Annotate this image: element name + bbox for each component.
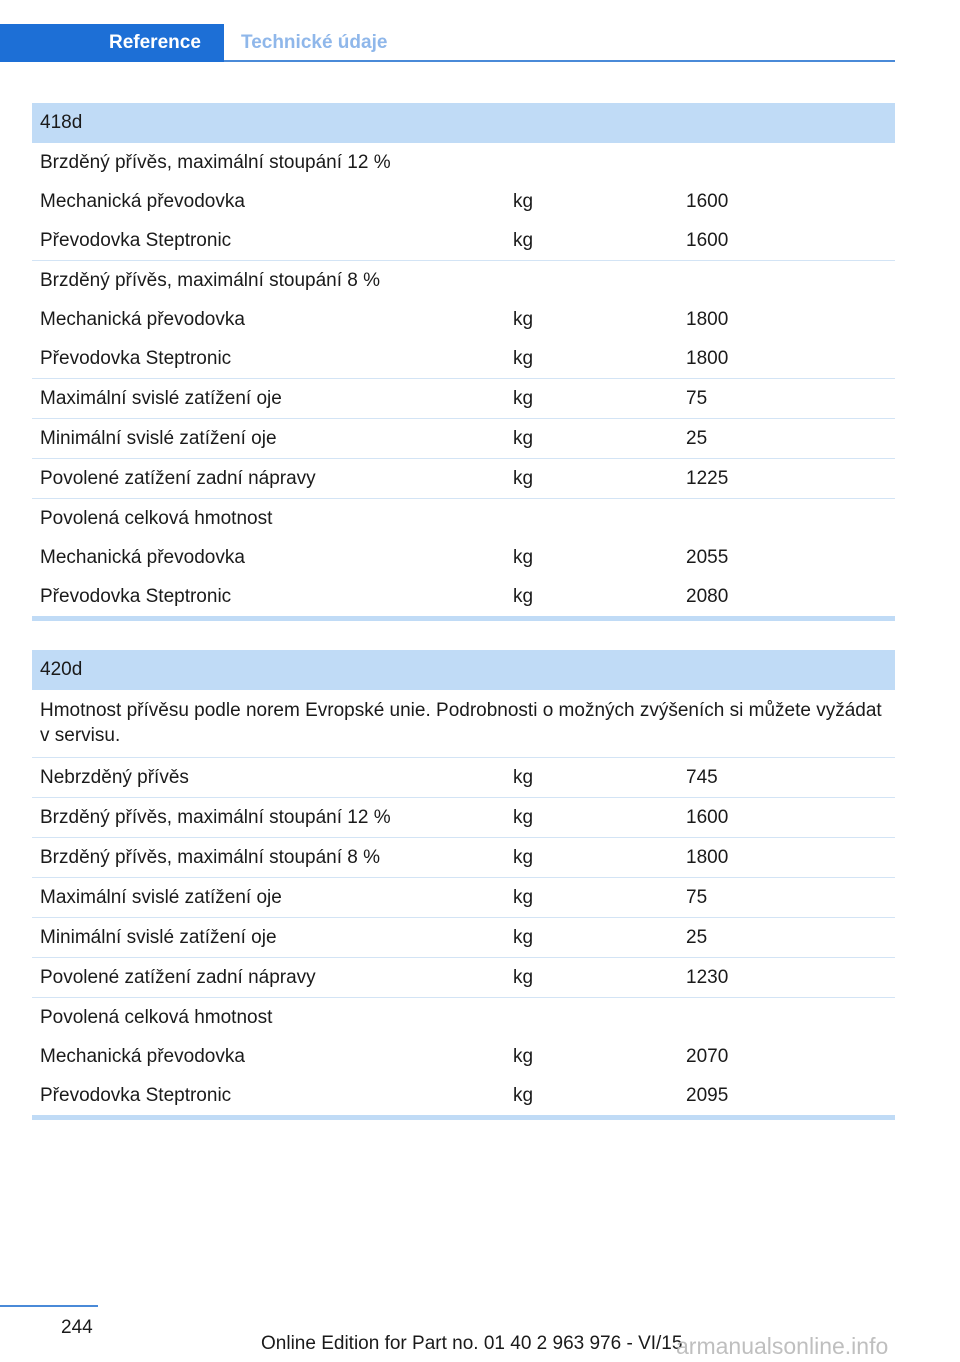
row-value: 1600 [686,191,729,212]
table-row [32,1076,895,1115]
row-value: 1225 [686,468,729,489]
row-value: 2055 [686,547,729,568]
row-unit: kg [513,807,534,828]
table-row [32,339,895,378]
table-row [32,182,895,221]
row-value: 25 [686,927,708,948]
row-label: Povolená celková hmotnost [40,508,273,529]
watermark-text: armanualsonline.info [676,1333,889,1359]
table-row [32,878,895,917]
row-value: 75 [686,887,708,908]
row-unit: kg [513,967,534,988]
edition-text: Online Edition for Part no. 01 40 2 963 976 - VI/15 [261,1333,683,1354]
table-row [32,459,895,498]
row-unit: kg [513,468,534,489]
row-unit: kg [513,428,534,449]
table-row [32,998,895,1037]
row-label: Minimální svislé zatížení oje [40,428,277,449]
row-label: Povolená celková hmotnost [40,1007,273,1028]
table-row [32,143,895,182]
row-value: 1600 [686,230,729,251]
row-value: 1800 [686,309,729,330]
row-unit: kg [513,1046,534,1067]
table-footer-bar [32,616,895,621]
row-value: 1600 [686,807,729,828]
row-label: Mechanická převodovka [40,191,245,212]
row-label: Brzděný přívěs, maximální stoupání 12 % [40,807,391,828]
row-label: Převodovka Steptronic [40,348,232,369]
row-unit: kg [513,767,534,788]
row-label: Brzděný přívěs, maximální stoupání 12 % [40,152,391,173]
spec-table-420d [32,650,895,1120]
row-label: Maximální svislé zatížení oje [40,887,282,908]
page-number: 244 [61,1317,93,1338]
table-row [32,419,895,458]
row-unit: kg [513,230,534,251]
row-unit: kg [513,191,534,212]
table-row [32,758,895,797]
table-row [32,538,895,577]
row-value: 75 [686,388,708,409]
row-unit: kg [513,1085,534,1106]
row-unit: kg [513,586,534,607]
row-value: 745 [686,767,718,788]
table-row [32,838,895,877]
table-row [32,577,895,616]
row-unit: kg [513,348,534,369]
row-label: Převodovka Steptronic [40,586,232,607]
tab-reference[interactable]: Reference [0,24,224,62]
table-title: 418d [32,103,895,143]
row-label: Minimální svislé zatížení oje [40,927,277,948]
row-unit: kg [513,547,534,568]
row-label: Převodovka Steptronic [40,1085,232,1106]
spec-table-418d [32,103,895,621]
row-label: Brzděný přívěs, maximální stoupání 8 % [40,847,381,868]
table-note: Hmotnost přívěsu podle norem Evropské unie. Podrobnosti o možných zvýšeních si můžete vyžádat v servisu. [40,700,882,746]
table-row [32,1037,895,1076]
table-row [32,379,895,418]
row-label: Brzděný přívěs, maximální stoupání 8 % [40,270,381,291]
tab-technicke-udaje[interactable]: Technické údaje [241,32,388,53]
row-label: Mechanická převodovka [40,547,245,568]
row-value: 2095 [686,1085,729,1106]
row-label: Povolené zatížení zadní nápravy [40,967,316,988]
table-row [32,499,895,538]
table-row [32,261,895,300]
page-number-underline [0,1305,98,1307]
table-row [32,300,895,339]
row-label: Mechanická převodovka [40,1046,245,1067]
table-footer-bar [32,1115,895,1120]
row-unit: kg [513,887,534,908]
row-label: Převodovka Steptronic [40,230,232,251]
table-row [32,798,895,837]
row-unit: kg [513,309,534,330]
row-label: Maximální svislé zatížení oje [40,388,282,409]
row-unit: kg [513,927,534,948]
row-value: 1230 [686,967,729,988]
table-row [32,958,895,997]
row-value: 2070 [686,1046,729,1067]
row-value: 25 [686,428,708,449]
table-row [32,221,895,260]
row-unit: kg [513,847,534,868]
row-value: 1800 [686,348,729,369]
row-label: Mechanická převodovka [40,309,245,330]
row-label: Nebrzděný přívěs [40,767,189,788]
table-row [32,918,895,957]
row-label: Povolené zatížení zadní nápravy [40,468,316,489]
table-title: 420d [32,650,895,690]
row-unit: kg [513,388,534,409]
row-value: 2080 [686,586,729,607]
row-value: 1800 [686,847,729,868]
